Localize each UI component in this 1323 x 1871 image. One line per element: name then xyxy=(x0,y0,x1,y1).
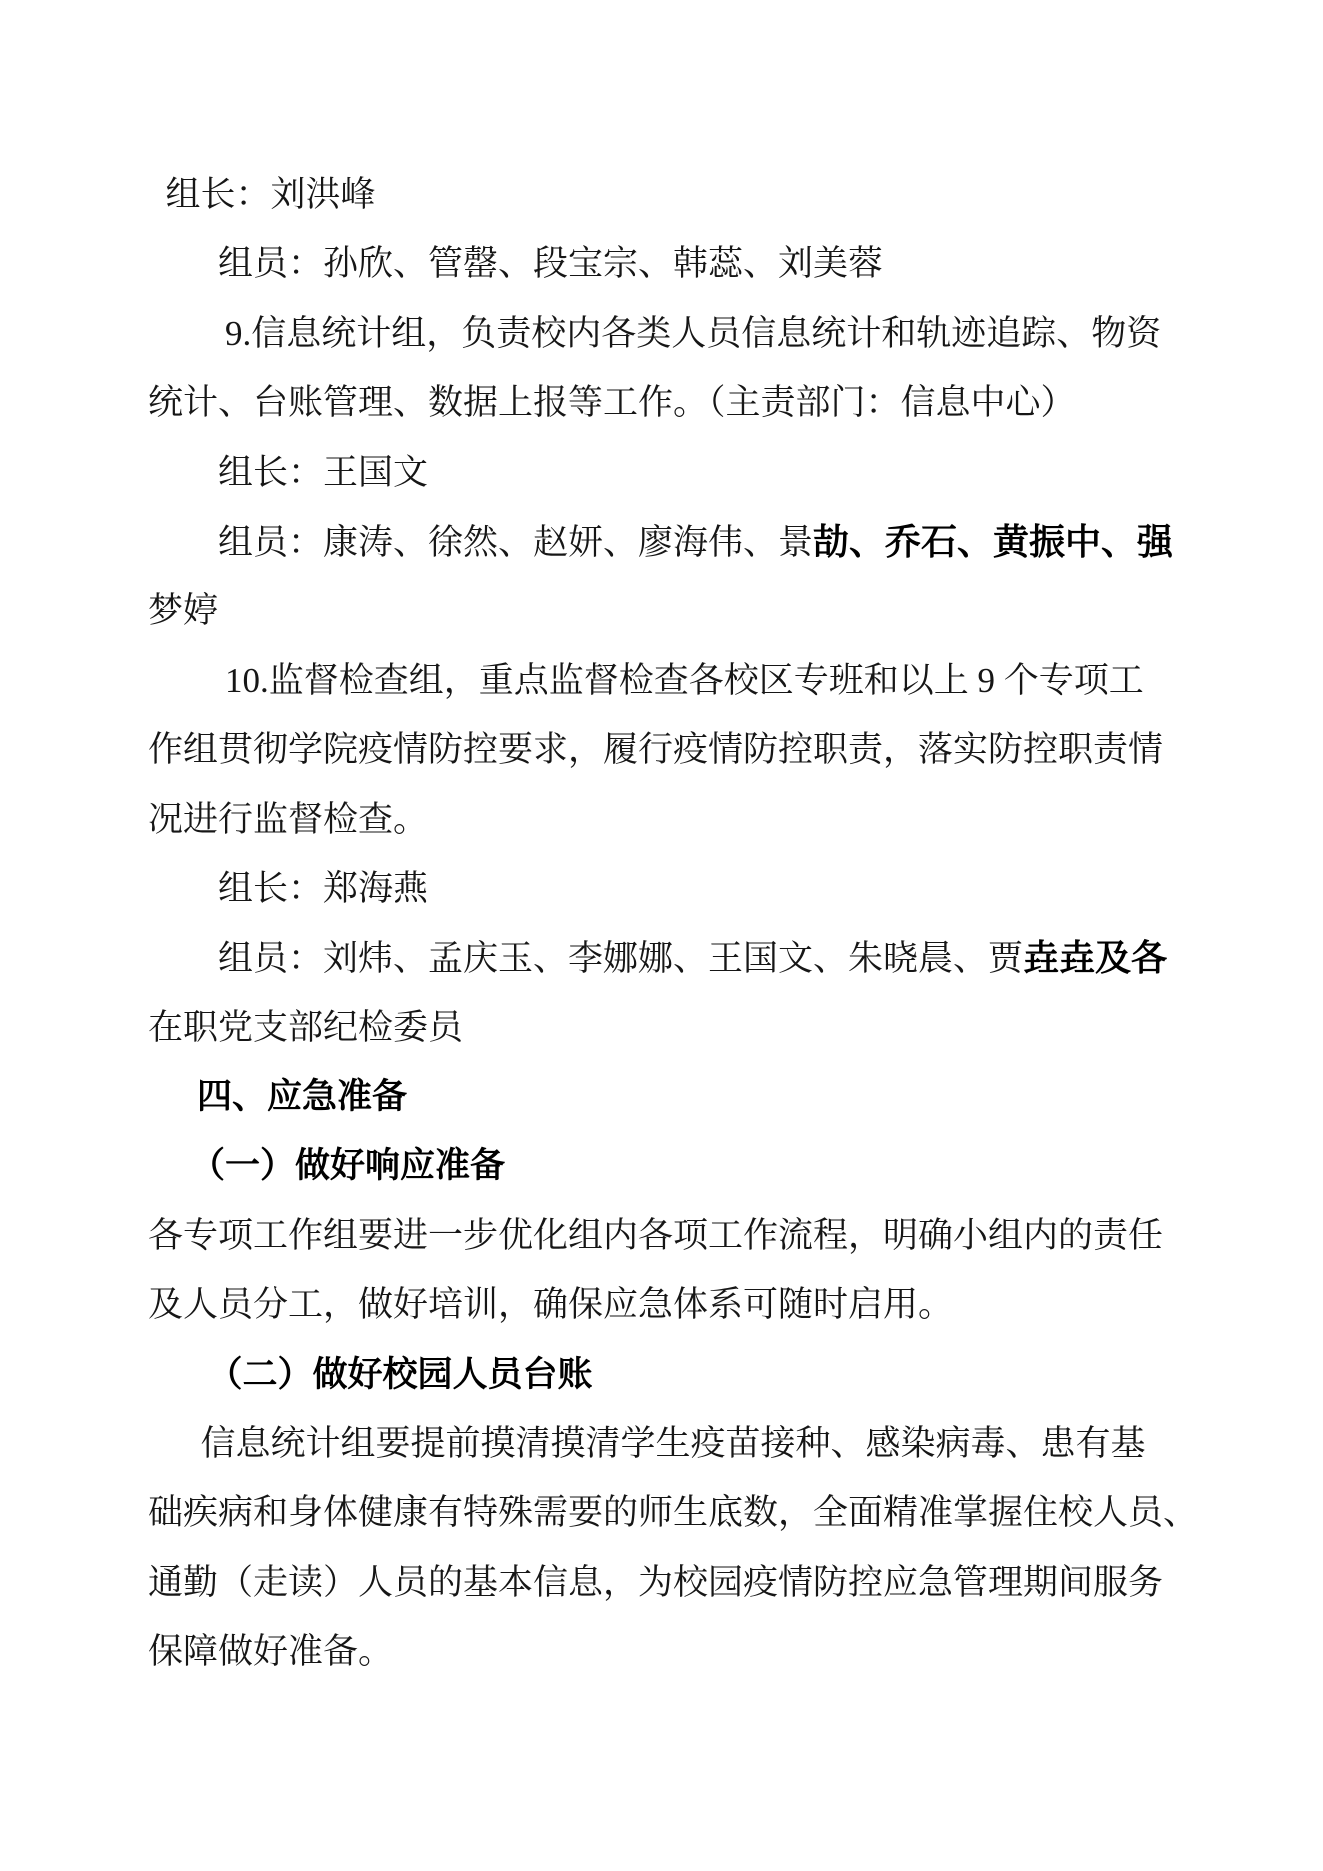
document-body xyxy=(148,160,1208,1687)
body-text: 组长：郑海燕 xyxy=(218,868,429,908)
text-line xyxy=(148,993,1208,1062)
body-text: 作组贯彻学院疫情防控要求，履行疫情防控职责，落实防控职责情 xyxy=(148,730,1164,770)
text-line xyxy=(148,1617,1208,1686)
text-line xyxy=(148,785,1208,854)
body-text: 通勤（走读）人员的基本信息，为校园疫情防控应急管理期间服务 xyxy=(148,1562,1164,1602)
text-line xyxy=(148,1548,1208,1617)
body-text: 况进行监督检查。 xyxy=(148,799,429,839)
text-line xyxy=(148,1409,1208,1478)
body-text: 保障做好准备。 xyxy=(148,1632,394,1672)
text-line xyxy=(148,229,1208,298)
text-line xyxy=(148,1062,1208,1131)
body-text: 9.信息统计组，负责校内各类人员信息统计和轨迹追踪、物资 xyxy=(225,313,1162,353)
body-text: 在职党支部纪检委员 xyxy=(148,1007,464,1047)
body-text: 础疾病和身体健康有特殊需要的师生底数，全面精准掌握住校人员、 xyxy=(148,1493,1199,1533)
text-line xyxy=(148,160,1208,229)
body-text: 10.监督检查组，重点监督检查各校区专班和以上 9 个专项工 xyxy=(225,660,1144,700)
emphasized-name-text: 劼、乔石、黄振中、强 xyxy=(813,520,1174,562)
section-heading-text: （二）做好校园人员台账 xyxy=(207,1354,593,1394)
text-line xyxy=(148,646,1208,715)
body-text: 梦婷 xyxy=(148,591,219,631)
emphasized-name-text: 垚垚及各 xyxy=(1023,937,1168,979)
body-text: 各专项工作组要进一步优化组内各项工作流程，明确小组内的责任 xyxy=(148,1215,1164,1255)
text-line xyxy=(148,715,1208,784)
body-text: 组员：孙欣、管罄、段宝宗、韩蕊、刘美蓉 xyxy=(218,244,884,284)
text-line xyxy=(148,438,1208,507)
text-line xyxy=(148,368,1208,437)
text-line xyxy=(148,507,1208,576)
section-heading-text: （一）做好响应准备 xyxy=(190,1146,506,1186)
body-text: 信息统计组要提前摸清摸清学生疫苗接种、感染病毒、患有基 xyxy=(200,1424,1146,1464)
text-line xyxy=(148,1270,1208,1339)
body-text: 及人员分工，做好培训，确保应急体系可随时启用。 xyxy=(148,1285,954,1325)
text-line xyxy=(148,923,1208,992)
text-line xyxy=(148,1340,1208,1409)
text-line xyxy=(148,576,1208,645)
body-text: 组长：王国文 xyxy=(218,452,429,492)
section-heading-text: 四、应急准备 xyxy=(197,1077,408,1117)
text-line xyxy=(148,299,1208,368)
text-line xyxy=(148,854,1208,923)
body-text: 组员：刘炜、孟庆玉、李娜娜、王国文、朱晓晨、贾 xyxy=(218,939,1024,979)
body-text: 统计、台账管理、数据上报等工作。（主责部门：信息中心） xyxy=(148,383,1076,423)
body-text: 组员：康涛、徐然、赵妍、廖海伟、景 xyxy=(218,522,814,562)
body-text: 组长：刘洪峰 xyxy=(165,175,376,214)
text-line xyxy=(148,1201,1208,1270)
text-line xyxy=(148,1131,1208,1200)
text-line xyxy=(148,1478,1208,1547)
